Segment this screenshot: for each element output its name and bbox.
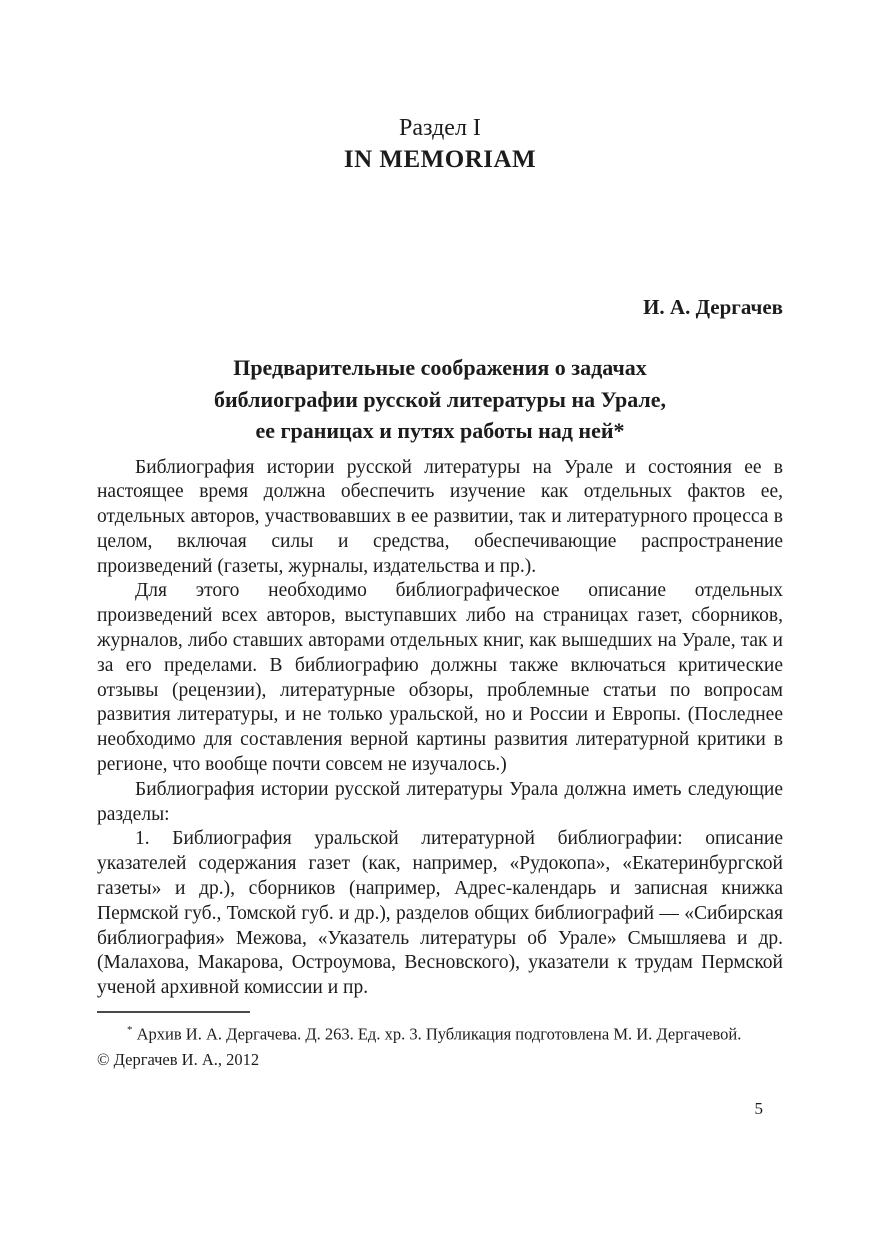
footnote-marker: * — [127, 1024, 133, 1037]
article-title-line: Предварительные соображения о задачах — [233, 355, 647, 380]
section-title: IN MEMORIAM — [343, 146, 537, 173]
section-label: Раздел I — [399, 115, 481, 141]
paragraph: Библиография истории русской литературы на Урале и состояния ее в настоящее время должна обеспечить изучение как отдельных фактов ее, отдельных авторов, участвовавших в ее развитии, так и литературного процесса в целом, включая силы и средства, обеспечивающие распространение произведений (газеты, журналы, издательства и пр.). — [97, 456, 783, 577]
paragraph: 1. Библиография уральской литературной библиографии: описание указателей содержания газет (как, например, «Рудокопа», «Екатеринбургской газеты» и др.), сборников (например, Адрес-календарь и записная книжка Пермской губ., Томской губ. и др.), разделов общих библиографий — «Сибирская библиография» Межова, «Указатель литературы об Урале» Смышляева и др. (Малахова, Макарова, Остроумова, Весновского), указатели к трудам Пермской ученой архивной комиссии и пр. — [97, 828, 783, 999]
paragraph: Библиография истории русской литературы Урала должна иметь следующие разделы: — [97, 778, 783, 825]
footnote-text: Архив И. А. Дергачева. Д. 263. Ед. хр. 3. Публикация подготовлена М. И. Дергачевой. — [132, 1024, 742, 1044]
article-title — [97, 352, 783, 447]
author: И. А. Дергачев — [643, 295, 783, 319]
page-number: 5 — [754, 1099, 763, 1118]
copyright-line: © Дергачев И. А., 2012 — [97, 1049, 260, 1069]
section-heading — [97, 112, 783, 176]
footnote — [97, 1018, 783, 1047]
article-body — [97, 456, 783, 1002]
article-title-line: ее границах и путях работы над ней* — [255, 418, 625, 443]
paragraph: Для этого необходимо библиографическое описание отдельных произведений всех авторов, выступавших либо на страницах газет, сборников, журналов, либо ставших авторами отдельных книг, как вышедших на Урале, так и за его пределами. В библиографию должны также включаться критические отзывы (рецензии), литературные обзоры, проблемные статьи по вопросам развития литературы, и не только уральской, но и России и Европы. (Последнее необходимо для составления верной картины развития литературной критики в регионе, что вообще почти совсем не изучалось.) — [97, 580, 783, 776]
footnote-separator — [97, 1011, 250, 1013]
article-title-line: библиографии русской литературы на Урале, — [213, 386, 667, 412]
